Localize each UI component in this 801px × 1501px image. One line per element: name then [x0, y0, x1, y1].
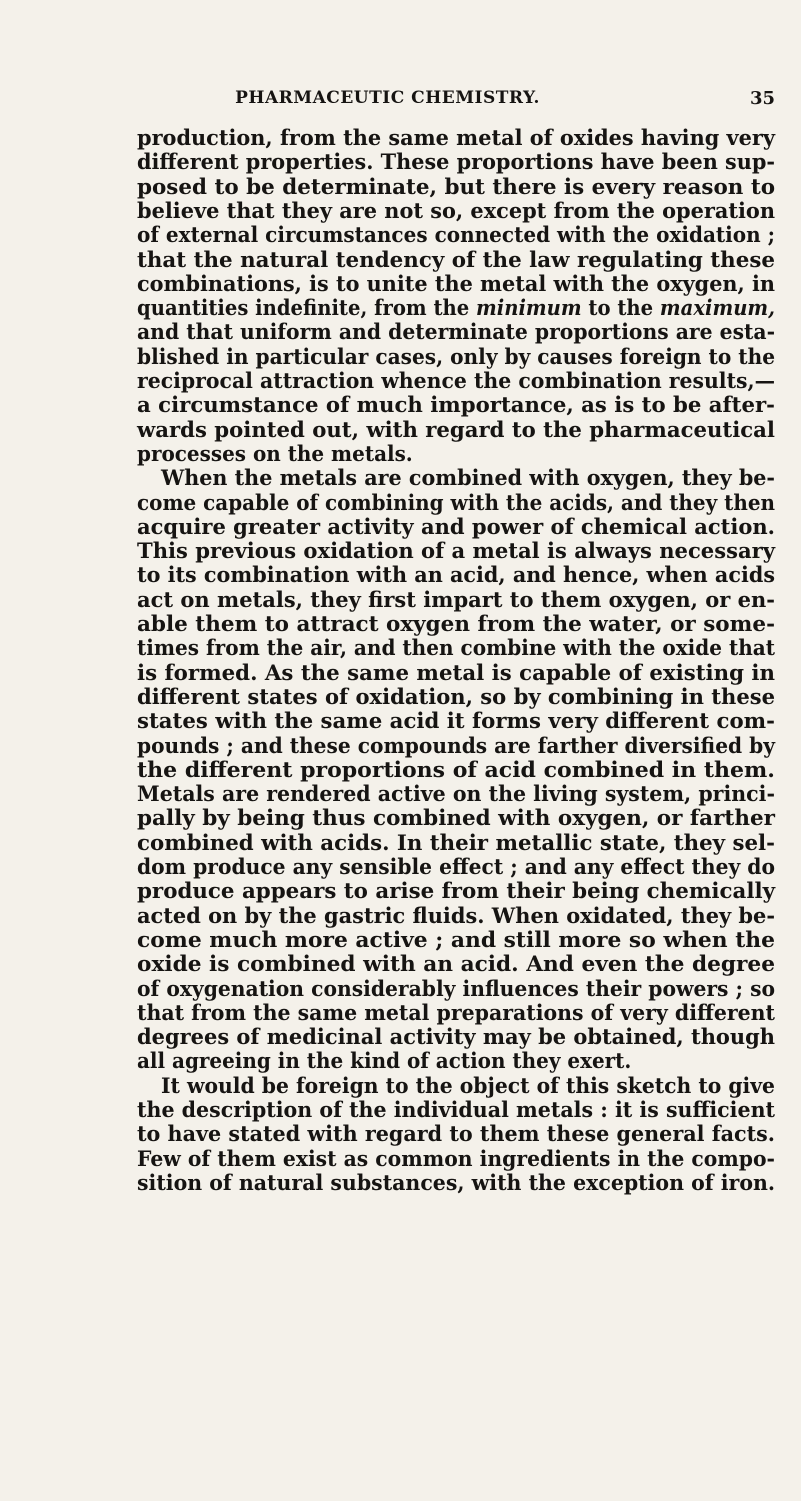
text-line: [137, 661, 775, 685]
line-text: blished in particular cases, only by causes foreign to the: [137, 343, 776, 369]
line-text: dom produce any sensible effect ; and any effect they do: [137, 854, 775, 879]
line-text: combined with acids. In their metallic state, they sel-: [137, 829, 775, 855]
line-text: to have stated with regard to them these general facts.: [137, 1121, 776, 1147]
line-text: able them to attract oxygen from the water, or some-: [137, 611, 775, 636]
text-line: [137, 418, 775, 442]
text-line: [137, 855, 775, 879]
text-line: [137, 1001, 775, 1025]
text-line: [137, 248, 775, 272]
text-line: [137, 150, 775, 174]
line-text: different properties. These proportions have been sup-: [137, 149, 775, 175]
line-text: This previous oxidation of a metal is always necessary: [137, 538, 776, 564]
text-line: [137, 175, 775, 199]
text-line: [137, 1098, 775, 1122]
line-text: wards pointed out, with regard to the pharmaceutical: [137, 416, 775, 442]
line-text: combinations, is to unite the metal with the oxygen, in: [137, 270, 776, 296]
running-head: PHARMACEUTIC CHEMISTRY.: [235, 88, 540, 108]
text-line: [137, 1025, 775, 1049]
text-line: [137, 734, 775, 758]
text-line: [137, 636, 775, 660]
text-line: [137, 126, 775, 150]
line-text: sition of natural substances, with the exception of iron.: [137, 1169, 776, 1195]
line-text: It would be foreign to the object of this sketch to give: [161, 1072, 775, 1098]
line-text: oxide is combined with an acid. And even the degree: [137, 951, 775, 977]
line-text: posed to be determinate, but there is every reason to: [137, 173, 776, 199]
text-line: [137, 296, 775, 320]
line-text: all agreeing in the kind of action they exert.: [137, 1048, 632, 1074]
text-line: [137, 612, 775, 636]
line-text: of oxygenation considerably influences their powers ; so: [137, 975, 776, 1001]
line-text: degrees of medicinal activity may be obtained, though: [137, 1024, 776, 1050]
line-text: to its combination with an acid, and hence, when acids: [137, 562, 776, 588]
text-line: [137, 782, 775, 806]
line-text: and that uniform and determinate proportions are esta-: [137, 319, 776, 345]
line-text: reciprocal attraction whence the combination results,—: [137, 368, 775, 393]
line-text: that from the same metal preparations of very different: [137, 999, 775, 1025]
text-line: [137, 539, 775, 563]
text-line: [137, 977, 775, 1001]
text-line: [161, 1074, 775, 1098]
line-text: is formed. As the same metal is capable of existing in: [137, 659, 776, 685]
line-text: When the metals are combined with oxygen, they be-: [161, 465, 776, 491]
text-line: [137, 1122, 775, 1146]
text-line: [137, 685, 775, 709]
line-text: a circumstance of much importance, as is to be after-: [137, 392, 775, 418]
line-text: production, from the same metal of oxides having very: [137, 125, 776, 150]
line-text: times from the air, and then combine with the oxide that: [137, 635, 776, 661]
line-text: Metals are rendered active on the living system, princi-: [137, 781, 775, 807]
text-line: [137, 345, 775, 369]
line-text: pally by being thus combined with oxygen, or farther: [137, 805, 775, 831]
text-line: [137, 223, 775, 247]
text-line: [137, 831, 775, 855]
line-text: quantities indefinite, from the: [137, 295, 477, 321]
line-text: to the: [581, 295, 660, 321]
line-text: the different proportions of acid combined in them.: [137, 756, 775, 782]
text-line: [137, 320, 775, 344]
line-text: different states of oxidation, so by combining in these: [137, 683, 776, 709]
line-text: acted on by the gastric fluids. When oxidated, they be-: [137, 902, 776, 928]
text-line: [137, 272, 775, 296]
line-text: produce appears to arise from their being chemically: [137, 878, 776, 904]
text-line: [137, 199, 775, 223]
text-line: [137, 806, 775, 830]
text-line: [137, 952, 775, 976]
line-text: come capable of combining with the acids, and they then: [137, 489, 776, 515]
line-text: Few of them exist as common ingredients in the compo-: [137, 1145, 775, 1171]
text-line: [137, 1147, 775, 1171]
text-line: [137, 928, 775, 952]
text-line: [137, 709, 775, 733]
emphasis: minimum: [476, 295, 582, 321]
text-line: [137, 393, 775, 417]
line-text: believe that they are not so, except from the operation: [137, 197, 775, 223]
text-line: [137, 442, 413, 466]
text-line: [137, 515, 775, 539]
line-text: that the natural tendency of the law regulating these: [137, 246, 776, 272]
text-line: [137, 1049, 631, 1073]
text-line: [137, 758, 775, 782]
text-line: [137, 1171, 775, 1195]
text-line: [137, 369, 775, 393]
text-line: [137, 563, 775, 587]
line-text: of external circumstances connected with the oxidation ;: [137, 222, 776, 248]
emphasis: maximum,: [659, 295, 775, 321]
line-text: processes on the metals.: [137, 440, 413, 466]
text-line: [137, 904, 775, 928]
line-text: the description of the individual metals : it is sufficient: [137, 1097, 776, 1122]
line-text: acquire greater activity and power of chemical action.: [137, 513, 775, 539]
line-text: come much more active ; and still more so when the: [137, 926, 775, 952]
text-line: [137, 588, 775, 612]
text-line: [161, 466, 775, 490]
line-text: pounds ; and these compounds are farther diversified by: [137, 732, 775, 758]
line-text: states with the same acid it forms very different com-: [137, 708, 775, 734]
text-line: [137, 491, 775, 515]
page-header: [0, 88, 775, 116]
page-number: 35: [749, 88, 775, 109]
line-text: act on metals, they first impart to them oxygen, or en-: [137, 586, 776, 612]
text-line: [137, 879, 775, 903]
